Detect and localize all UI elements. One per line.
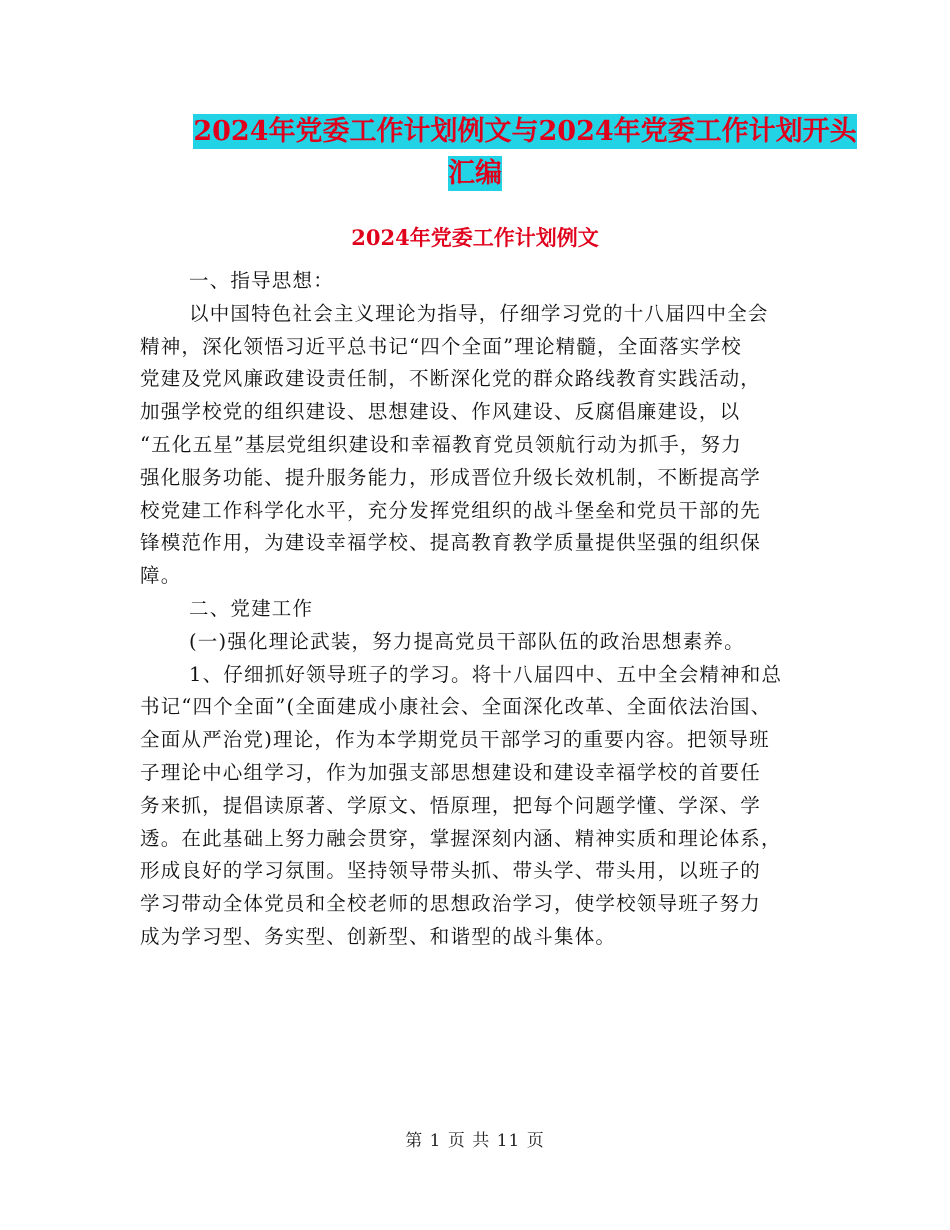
heading-guiding-thought: 一、指导思想：: [189, 269, 334, 292]
subheading-theory: (一)强化理论武装，努力提高党员干部队伍的政治思想素养。: [189, 629, 745, 653]
paragraph-line: 强化服务功能、提升服务能力，形成晋位升级长效机制，不断提高学: [140, 465, 762, 489]
paragraph-line: 精神，深化领悟习近平总书记“四个全面”理论精髓，全面落实学校: [140, 334, 742, 358]
paragraph-line: 障。: [140, 564, 182, 588]
paragraph-line: 加强学校党的组织建设、思想建设、作风建设、反腐倡廉建设，以: [140, 400, 741, 424]
body-text: [140, 265, 820, 954]
paragraph-line: 锋模范作用，为建设幸福学校、提高教育教学质量提供坚强的组织保: [140, 531, 762, 555]
section-title: 2024年党委工作计划例文: [351, 225, 599, 250]
heading-party-building: 二、党建工作: [189, 596, 314, 620]
paragraph-line: 学习带动全体党员和全校老师的思想政治学习，使学校领导班子努力: [140, 892, 762, 916]
document-title-line-1: [50, 110, 950, 154]
page-footer: 第 1 页 共 11 页: [405, 1131, 545, 1151]
title-highlight-1: 2024年党委工作计划例文与2024年党委工作计划开头: [193, 116, 857, 147]
paragraph-line: 务来抓，提倡读原著、学原文、悟原理，把每个问题学懂、学深、学: [140, 793, 762, 817]
paragraph-line: “五化五星”基层党组织建设和幸福教育党员领航行动为抓手，努力: [140, 432, 742, 456]
paragraph-line: 以中国特色社会主义理论为指导，仔细学习党的十八届四中全会: [189, 301, 769, 325]
paragraph-line: 校党建工作科学化水平，充分发挥党组织的战斗堡垒和党员干部的先: [140, 498, 762, 522]
paragraph-line: 透。在此基础上努力融会贯穿，掌握深刻内涵、精神实质和理论体系，: [140, 826, 782, 850]
paragraph-line: 子理论中心组学习，作为加强支部思想建设和建设幸福学校的首要任: [140, 760, 762, 784]
title-highlight-2: 汇编: [448, 158, 502, 189]
paragraph-line: 书记“四个全面”(全面建成小康社会、全面深化改革、全面依法治国、: [140, 695, 772, 719]
document-title-line-2: [0, 152, 950, 196]
paragraph-line: 成为学习型、务实型、创新型、和谐型的战斗集体。: [140, 924, 617, 948]
paragraph-line: 1、仔细抓好领导班子的学习。将十八届四中、五中全会精神和总: [189, 662, 783, 686]
paragraph-line: 形成良好的学习氛围。坚持领导带头抓、带头学、带头用，以班子的: [140, 859, 762, 883]
paragraph-line: 全面从严治党)理论，作为本学期党员干部学习的重要内容。把领导班: [140, 728, 770, 752]
paragraph-line: 党建及党风廉政建设责任制，不断深化党的群众路线教育实践活动，: [140, 367, 762, 391]
